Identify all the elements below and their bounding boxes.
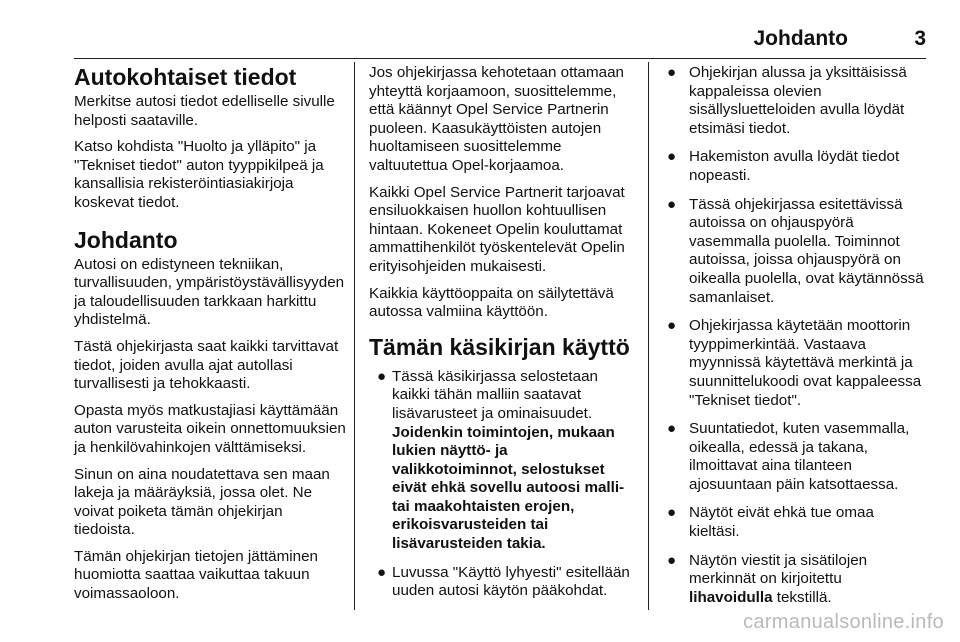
page-number: 3	[914, 27, 926, 50]
bullet-icon: ●	[667, 317, 677, 335]
list-item-text: Näytöt eivät ehkä tue omaa kieltäsi.	[689, 504, 874, 541]
paragraph: Kaikkia käyttöoppaita on säilytettävä autossa valmiina käyttöön.	[369, 284, 614, 321]
list-item	[665, 196, 927, 308]
list-item	[369, 564, 633, 601]
list-item	[665, 64, 927, 138]
bullet-icon: ●	[667, 64, 677, 81]
bullet-list	[665, 64, 927, 607]
list-item	[665, 552, 927, 608]
list-item-text: Tässä käsikirjassa selostetaan kaikki tähän malliin saatavat lisävarusteet ja ominaisuudet.	[392, 367, 598, 422]
paragraph: Opasta myös matkustajiasi käyttämään auton varusteita oikein onnettomuuksien ja henkilövahinkojen välttämiseksi.	[74, 401, 346, 456]
paragraph: Sinun on aina noudatettava sen maan lakeja ja määräyksiä, jossa olet. Ne voivat poiketa tämän ohjekirjan tiedoista.	[74, 465, 330, 539]
list-item	[665, 420, 927, 494]
list-item	[665, 504, 927, 541]
page-header	[74, 0, 926, 59]
bullet-icon: ●	[667, 504, 677, 522]
column-divider	[648, 62, 649, 610]
column-divider	[354, 62, 355, 610]
section-heading: Tämän käsikirjan käyttö	[369, 333, 630, 360]
list-item	[665, 317, 927, 410]
column-left	[74, 64, 346, 612]
list-item-text: Ohjekirjan alussa ja yksittäisissä kappaleissa olevien sisällysluetteloiden avulla löydät etsimäsi tiedot.	[689, 64, 907, 137]
list-item-text: Näytön viestit ja sisätilojen merkinnät on kirjoitettu	[689, 551, 868, 588]
list-item-text: Suuntatiedot, kuten vasemmalla, oikealla, edessä ja takana, ilmoittavat aina tilanteen ajosuuntaan päin katsottaessa.	[689, 420, 910, 493]
watermark-text: carmanualsonline.info	[743, 611, 944, 633]
list-item-bold-text: Joidenkin toimintojen, mukaan lukien näyttö- ja valikkotoiminnot, selostukset eivät ehkä sovellu autoosi malli- tai maakohtaisten erojen, erikoisvarusteiden tai lisävarusteiden takia.	[392, 423, 625, 553]
paragraph: Kaikki Opel Service Partnerit tarjoavat ensiluokkaisen huollon kohtuullisen hintaan. Kokeneet Opelin kouluttamat ammattihenkilöt työskentelevät Opelin erityisohjeiden mukaisesti.	[369, 183, 625, 275]
paragraph: Merkitse autosi tiedot edelliselle sivulle helposti saataville.	[74, 93, 335, 129]
paragraph: Tästä ohjekirjasta saat kaikki tarvittavat tiedot, joiden avulla ajat autollasi turvallisesti ja tehokkaasti.	[74, 337, 339, 393]
list-item-text: Ohjekirjassa käytetään moottorin tyyppimerkintää. Vastaava myynnissä käytettävä merkintä ja suunnittelukoodi ovat kappaleessa "Tekniset tiedot".	[689, 317, 922, 409]
column-middle	[369, 64, 633, 611]
section-heading: Johdanto	[74, 226, 178, 253]
paragraph: Autosi on edistyneen tekniikan, turvallisuuden, ympäristöystävällisyyden ja taloudellisuuden tarkkaan harkittu yhdistelmä.	[74, 255, 345, 329]
list-item-text: tekstillä.	[772, 588, 832, 606]
bullet-icon: ●	[377, 367, 387, 385]
list-item	[665, 148, 927, 185]
bullet-list	[369, 368, 633, 601]
running-title: Johdanto	[753, 27, 848, 50]
bullet-icon: ●	[667, 195, 677, 213]
bullet-icon: ●	[667, 551, 677, 569]
list-item-text: Tässä ohjekirjassa esitettävissä autoissa on ohjauspyörä vasemmalla puolella. Toiminnot autoissa, joissa ohjauspyörä on oikealla puolella, ovat käytännössä samanlaiset.	[689, 195, 924, 306]
paragraph: Katso kohdista "Huolto ja ylläpito" ja "Tekniset tiedot" auton tyyppikilpeä ja kansallisia rekisteröintiasiakirjoja koskevat tiedot.	[74, 138, 324, 211]
bullet-icon: ●	[377, 563, 387, 581]
section-heading: Autokohtaiset tiedot	[74, 64, 297, 90]
bullet-icon: ●	[667, 420, 677, 438]
list-item-bold-text: lihavoidulla	[689, 588, 773, 606]
paragraph: Jos ohjekirjassa kehotetaan ottamaan yhteyttä korjaamoon, suosittelemme, että käännyt Opel Service Partnerin puoleen. Kaasukäyttöisten autojen huoltamiseen suosittelemme valtuutettua Opel-korjaamoa.	[369, 64, 624, 174]
bullet-icon: ●	[667, 148, 677, 166]
list-item-text: Luvussa "Käyttö lyhyesti" esitellään uuden autosi käytön pääkohdat.	[392, 563, 630, 600]
paragraph: Tämän ohjekirjan tietojen jättäminen huomiotta saattaa vaikuttaa takuun voimassaoloon.	[74, 547, 318, 603]
list-item-text: Hakemiston avulla löydät tiedot nopeasti.	[689, 148, 900, 184]
column-right	[665, 64, 927, 617]
list-item	[369, 368, 633, 554]
